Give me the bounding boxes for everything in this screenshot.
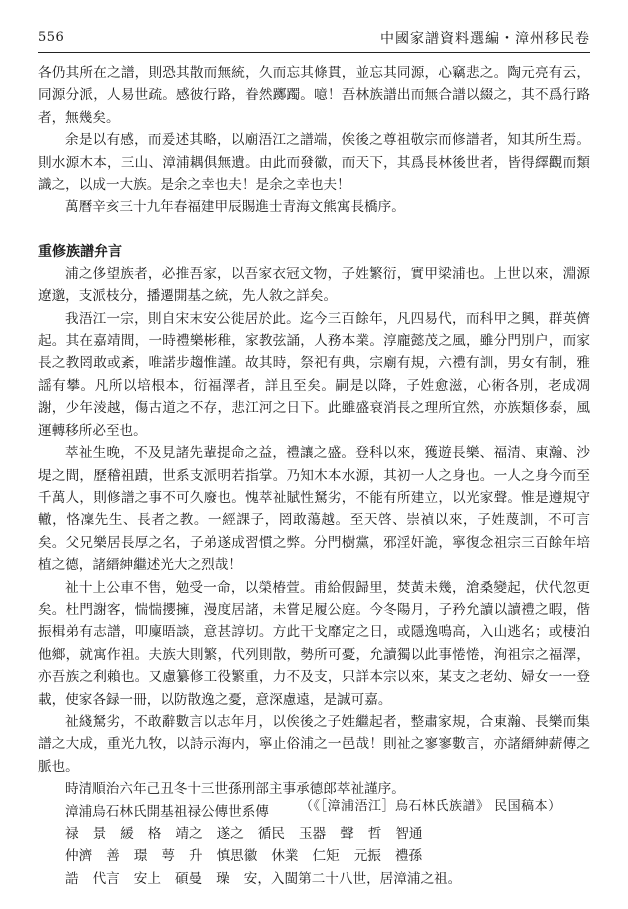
genealogy-row bbox=[38, 823, 590, 845]
generation-name: 善 bbox=[106, 848, 120, 865]
generation-name: 安上 bbox=[133, 870, 161, 887]
generation-name: 景 bbox=[92, 826, 107, 842]
generation-name: 玉器 bbox=[298, 826, 327, 842]
generation-name: 緩 bbox=[120, 826, 134, 842]
generation-name: 璪 bbox=[216, 870, 230, 887]
generation-name: 安，入閩第二十八世，居漳浦之祖。 bbox=[243, 870, 462, 887]
paragraph-continued: 各仍其所在之譜，則恐其散而無統，久而忘其條貫，並忘其同源，心竊悲之。陶元亮有云，同源分派，人易世疏。感彼行路，眷然躑躅。噫！吾林族譜出而無合譜以綴之，其不爲行路者，無幾矣。 bbox=[38, 65, 590, 126]
generation-name: 誥 bbox=[65, 870, 79, 887]
generation-name: 哲 bbox=[367, 826, 382, 842]
page-body bbox=[38, 62, 590, 890]
generation-name: 遂之 bbox=[216, 826, 244, 842]
generation-name: 代言 bbox=[92, 870, 120, 887]
paragraph: 祉綫駑劣，不敢辭數言以志年月，以俟後之子姓繼起者，整肅家規，合東瀚、長樂而集譜之大成，重光九牧，以詩示海内，寧止俗浦之一邑哉！則祉之寥寥數言，亦諸縉紳薪傳之脈也。 bbox=[38, 713, 590, 775]
generation-name: 循民 bbox=[257, 826, 285, 842]
generation-name: 智通 bbox=[395, 826, 423, 842]
generation-name: 禄 bbox=[65, 826, 79, 842]
generation-name: 休業 bbox=[271, 848, 299, 865]
preface-signature: 萬曆辛亥三十九年春福建甲辰賜進士青海文熊寓長橋序。 bbox=[65, 199, 405, 216]
generation-name: 仲濟 bbox=[65, 848, 93, 865]
section-title: 重修族譜弁言 bbox=[38, 243, 122, 260]
paragraph: 浦之侈望族者，必推吾家，以吾家衣冠文物，子姓繁衍，實甲梁浦也。上世以來，淵源遼邈，支派枝分，播遷開基之統，先人敘之詳矣。 bbox=[38, 265, 590, 305]
genealogy-title: 漳浦烏石林氏開基祖禄公傳世系傳 bbox=[65, 803, 269, 820]
genealogy-row bbox=[38, 845, 590, 867]
section-gap bbox=[38, 219, 590, 241]
running-title: 中國家譜資料選編・漳州移民卷 bbox=[380, 31, 590, 47]
generation-name: 碩曼 bbox=[174, 870, 203, 887]
preface-signature: 時清順治六年己丑冬十三世孫刑部主事承德郎萃祉謹序。 bbox=[65, 781, 405, 798]
page-number: 556 bbox=[38, 30, 65, 45]
paragraph: 我浯江一宗，則自宋末安公徙居於此。迄今三百餘年，凡四易代，而科甲之興，群英儕起。其在嘉靖間，一時禮樂彬稚，家教弦誦，人務本業。淳龐懿茂之風，雖分門別户，而家長之教罔敢或紊，唯諾步趨惟謹。故其時，祭祀有典，宗廟有規，六禮有訓，男女有制，雅謡有攀。凡所以培根本，衍福澤者，詳且至矣。嗣是以降，子姓愈滋，心術各別，老成凋謝，少年淩越，傷古道之不存，悲江河之日下。此雖盛衰消長之理所宜然，亦族類侈泰，風運轉移所必至也。 bbox=[38, 310, 590, 439]
paragraph: 萃祉生晚，不及見諸先輩提命之益，禮讓之盛。登科以來，獲遊長樂、福清、東瀚、沙堤之間，歷稽祖蹟，世系支派明若指掌。乃知木本水源，其初一人之身也。一人之身今而至千萬人，則修譜之事不可久廢也。愧萃祉賦性駑劣，不能有所建立，以光家聲。惟是遵規守轍，恪凜先生、長者之教。一經課子，罔敢蕩越。至天啓、崇禎以來，子姓蔑訓，不可言矣。父兄樂居長厚之名，子弟遂成習慣之弊。分門樹黨，邪淫奸詭，寧復念祖宗三百餘年培植之德，諸縉紳繼述光大之烈哉！ bbox=[38, 445, 590, 574]
page-header bbox=[38, 26, 590, 53]
generation-name: 格 bbox=[147, 826, 162, 842]
genealogy-row bbox=[38, 868, 590, 890]
generation-name: 璟 bbox=[133, 848, 148, 865]
generation-name: 聲 bbox=[340, 826, 354, 842]
generation-name: 萼 bbox=[161, 848, 175, 865]
genealogy-list bbox=[38, 823, 590, 890]
generation-name: 升 bbox=[188, 848, 203, 865]
generation-name: 靖之 bbox=[175, 826, 203, 842]
generation-name: 仁矩 bbox=[312, 848, 340, 865]
generation-name: 慎思徽 bbox=[216, 848, 258, 865]
generation-name: 禮孫 bbox=[394, 848, 423, 865]
paragraph: 余是以有感，而爰述其略，以廟浯江之譜端，俟後之尊祖敬宗而修譜者，知其所生焉。則水源木本，三山、漳浦耦俱無遺。由此而發徽，而天下，其爲長林後世者，皆得繹觀而類識之，以成一大族。是余之幸也夫！是余之幸也夫！ bbox=[38, 132, 590, 194]
generation-name: 元振 bbox=[353, 848, 381, 865]
source-note: （《［漳浦浯江］烏石林氏族譜》 民国稿本） bbox=[300, 799, 562, 814]
paragraph: 祉十上公車不售，勉受一命，以榮椿萱。甫給假歸里，焚黃未幾，滄桑變起，伏代忽更矣。杜門謝客，惴惴攖擁，漫度居諸，未嘗足履公庭。今冬陽月，子矜允讀以讀禮之暇，偕振楫弟有志譜，叩廩晤談，意甚諄切。方此干戈靡定之日，或隱逸鳴高，入山逃名；或棲泊他鄉，就寓作祖。夫族大則繁，代列則散，勢所可憂，允讀獨以此事惓惓，洵祖宗之福澤，亦吾族之利賴也。又慮纂修工役繁重，力不及支，只詳本宗以來，某支之老幼、婦女一一登載，使家各録一冊，以防散逸之憂，意深慮遠，是誠可嘉。 bbox=[38, 579, 590, 708]
